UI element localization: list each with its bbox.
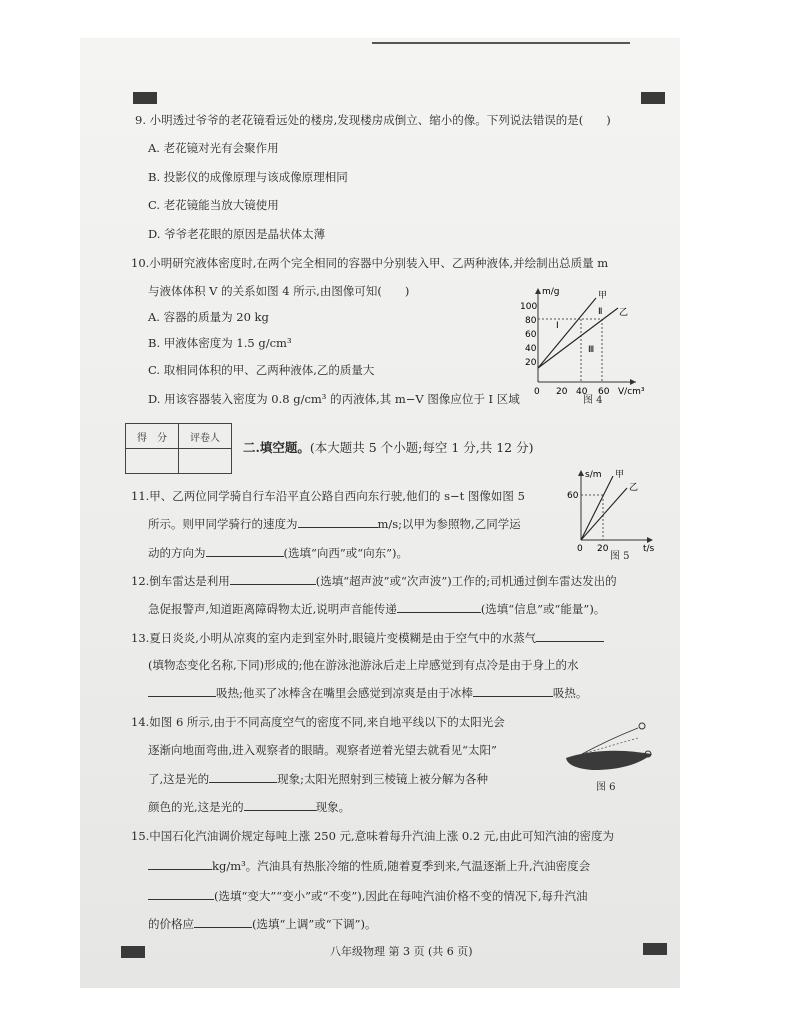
registration-mark <box>121 946 145 958</box>
label-jia: 甲 <box>598 291 608 301</box>
figure-6-refraction <box>562 718 662 778</box>
fig4-ytick: 20 <box>525 358 537 368</box>
score-table <box>125 423 232 474</box>
q12-line1 <box>131 573 617 589</box>
y-arrow <box>535 288 541 294</box>
q14-line4 <box>148 799 350 815</box>
q9-stem: 9. 小明透过爷爷的老花镜看远处的楼房,发现楼房成倒立、缩小的像。下列说法错误的是( ) <box>135 113 611 127</box>
figure-5-graph <box>565 466 665 556</box>
q15-line1: 15.中国石化汽油调价规定每吨上涨 250 元,意味着每升汽油上涨 0.2 元,由此可知汽油的密度为 <box>131 829 614 843</box>
apparent-sun-icon <box>639 723 645 729</box>
q10-option-d: D. 用该容器装入密度为 0.8 g/cm³ 的丙液体,其 m−V 图像应位于 Ⅰ 区域 <box>148 392 520 406</box>
q11-blank-direction[interactable] <box>206 545 284 557</box>
fig4-ytick: 40 <box>525 344 537 354</box>
q9-option-d: D. 爷爷老花眼的原因是晶状体太薄 <box>148 227 326 241</box>
q13-text: 吸热。 <box>552 686 588 700</box>
label-yi: 乙 <box>629 483 639 493</box>
q15-blank-price[interactable] <box>194 916 252 928</box>
q15-blank-density[interactable] <box>148 858 212 870</box>
q11-text: 所示。则甲同学骑行的速度为 <box>148 517 298 531</box>
fig4-ytick: 100 <box>520 302 538 312</box>
x-arrow <box>647 537 653 543</box>
label-yi: 乙 <box>619 308 629 318</box>
registration-mark <box>643 943 667 955</box>
q10-option-c: C. 取相同体积的甲、乙两种液体,乙的质量大 <box>148 363 375 377</box>
registration-mark <box>641 92 665 104</box>
line-yi <box>538 308 618 368</box>
q12-text: (选填“超声波”或“次声波”)工作的;司机通过倒车雷达发出的 <box>315 574 617 588</box>
y-arrow <box>578 470 584 476</box>
q15-line4 <box>148 916 377 932</box>
figure-4-graph <box>518 284 658 408</box>
score-cell <box>126 449 179 474</box>
q14-text: 现象;太阳光照射到三棱镜上被分解为各种 <box>277 772 489 786</box>
q13-text: 13.夏日炎炎,小明从凉爽的室内走到室外时,眼镜片变模糊是由于空气中的水蒸气 <box>131 631 537 645</box>
q11-text: 动的方向为 <box>148 546 206 560</box>
q15-text: (选填“上调”或“下调”)。 <box>252 917 377 931</box>
q14-text: 现象。 <box>315 800 351 814</box>
grader-header: 评卷人 <box>179 424 232 449</box>
light-path <box>582 728 638 754</box>
section-2-title: 二.填空题。 <box>243 440 310 455</box>
q11-text: (选填“向西”或“向东”)。 <box>283 546 408 560</box>
q13-blank-2[interactable] <box>148 685 216 697</box>
q13-line3 <box>148 685 587 701</box>
q14-text: 颜色的光,这是光的 <box>148 800 244 814</box>
region-2-label: Ⅱ <box>598 307 603 317</box>
q15-line3 <box>148 888 588 904</box>
line-jia <box>581 476 613 540</box>
q12-blank-wave[interactable] <box>230 573 316 585</box>
q11-text: m/s;以甲为参照物,乙同学运 <box>377 517 521 531</box>
fig5-xtick: 20 <box>597 544 609 554</box>
fig4-xlabel: V/cm³ <box>618 387 645 397</box>
fig4-xtick: 20 <box>556 387 568 397</box>
fig4-xtick: 40 <box>576 387 588 397</box>
q14-line2: 逐渐向地面弯曲,进入观察者的眼睛。观察者逆着光望去就看见“太阳” <box>148 743 497 757</box>
q15-blank-change[interactable] <box>148 888 214 900</box>
figure-5-caption: 图 5 <box>610 551 630 562</box>
q11-line2 <box>148 516 521 532</box>
section-2-heading <box>243 440 533 456</box>
q9-option-c: C. 老花镜能当放大镜使用 <box>148 198 279 212</box>
section-2-note: (本大题共 5 个小题;每空 1 分,共 12 分) <box>309 440 534 455</box>
q14-text: 了,这是光的 <box>148 772 210 786</box>
q14-blank-1[interactable] <box>209 771 277 783</box>
q10-stem-line2: 与液体体积 V 的关系如图 4 所示,由图像可知( ) <box>148 284 410 298</box>
score-header: 得 分 <box>126 424 179 449</box>
region-3-label: Ⅲ <box>588 345 595 355</box>
q15-text: (选填“变大”“变小”或“不变”),因此在每吨汽油价格不变的情况下,每升汽油 <box>214 889 588 903</box>
q13-line2: (填物态变化名称,下同)形成的;他在游泳池游泳后走上岸感觉到有点冷是由于身上的水 <box>148 658 579 672</box>
earth-ground <box>566 751 652 770</box>
q12-blank-info[interactable] <box>397 601 481 613</box>
q13-blank-1[interactable] <box>536 630 604 642</box>
q10-option-b: B. 甲液体密度为 1.5 g/cm³ <box>148 336 292 350</box>
fig4-ytick: 60 <box>525 330 537 340</box>
q9-option-b: B. 投影仪的成像原理与该成像原理相同 <box>148 170 348 184</box>
q15-text: 的价格应 <box>148 917 194 931</box>
x-arrow <box>630 379 636 385</box>
line-jia <box>538 298 596 368</box>
q9-option-a: A. 老花镜对光有会聚作用 <box>148 141 279 155</box>
q11-line3 <box>148 545 408 561</box>
q14-line1: 14.如图 6 所示,由于不同高度空气的密度不同,来自地平线以下的太阳光会 <box>131 715 505 729</box>
q15-text: kg/m³。汽油具有热胀冷缩的性质,随着夏季到来,气温逐渐上升,汽油密度会 <box>212 859 591 873</box>
q12-text: 12.倒车雷达是利用 <box>131 574 230 588</box>
region-1-label: Ⅰ <box>556 321 559 331</box>
fig4-ylabel: m/g <box>542 287 560 297</box>
q12-line2 <box>148 601 605 617</box>
fig4-xtick: 60 <box>598 387 610 397</box>
q14-line3 <box>148 771 488 787</box>
page-footer: 八年级物理 第 3 页 (共 6 页) <box>330 945 473 958</box>
q12-text: 急促报警声,知道距离障碍物太近,说明声音能传递 <box>148 602 397 616</box>
q14-blank-2[interactable] <box>244 799 316 811</box>
fig5-ytick: 60 <box>567 491 579 501</box>
fig4-xtick: 0 <box>534 387 540 397</box>
q12-text: (选填“信息”或“能量”)。 <box>480 602 606 616</box>
registration-mark <box>133 92 157 104</box>
header-rule <box>372 42 630 44</box>
q10-stem-line1: 10.小明研究液体密度时,在两个完全相同的容器中分别装入甲、乙两种液体,并绘制出总质量 m <box>131 256 609 270</box>
fig5-ylabel: s/m <box>585 470 602 480</box>
q13-text: 吸热;他买了冰棒含在嘴里会感觉到凉爽是由于冰棒 <box>216 686 473 700</box>
fig4-ytick: 80 <box>525 316 537 326</box>
q10-option-a: A. 容器的质量为 20 kg <box>148 310 269 324</box>
q11-line1: 11.甲、乙两位同学骑自行车沿平直公路自西向东行驶,他们的 s−t 图像如图 5 <box>131 489 525 503</box>
fig5-xtick: 0 <box>577 544 583 554</box>
figure-4-caption: 图 4 <box>583 395 603 406</box>
q15-line2 <box>148 858 590 874</box>
q13-line1 <box>131 630 604 646</box>
fig5-xlabel: t/s <box>643 544 655 554</box>
grader-cell <box>179 449 232 474</box>
q11-blank-speed[interactable] <box>298 516 378 528</box>
figure-6-caption: 图 6 <box>596 782 616 793</box>
line-yi <box>581 488 627 540</box>
label-jia: 甲 <box>615 470 625 480</box>
q13-blank-3[interactable] <box>473 685 553 697</box>
